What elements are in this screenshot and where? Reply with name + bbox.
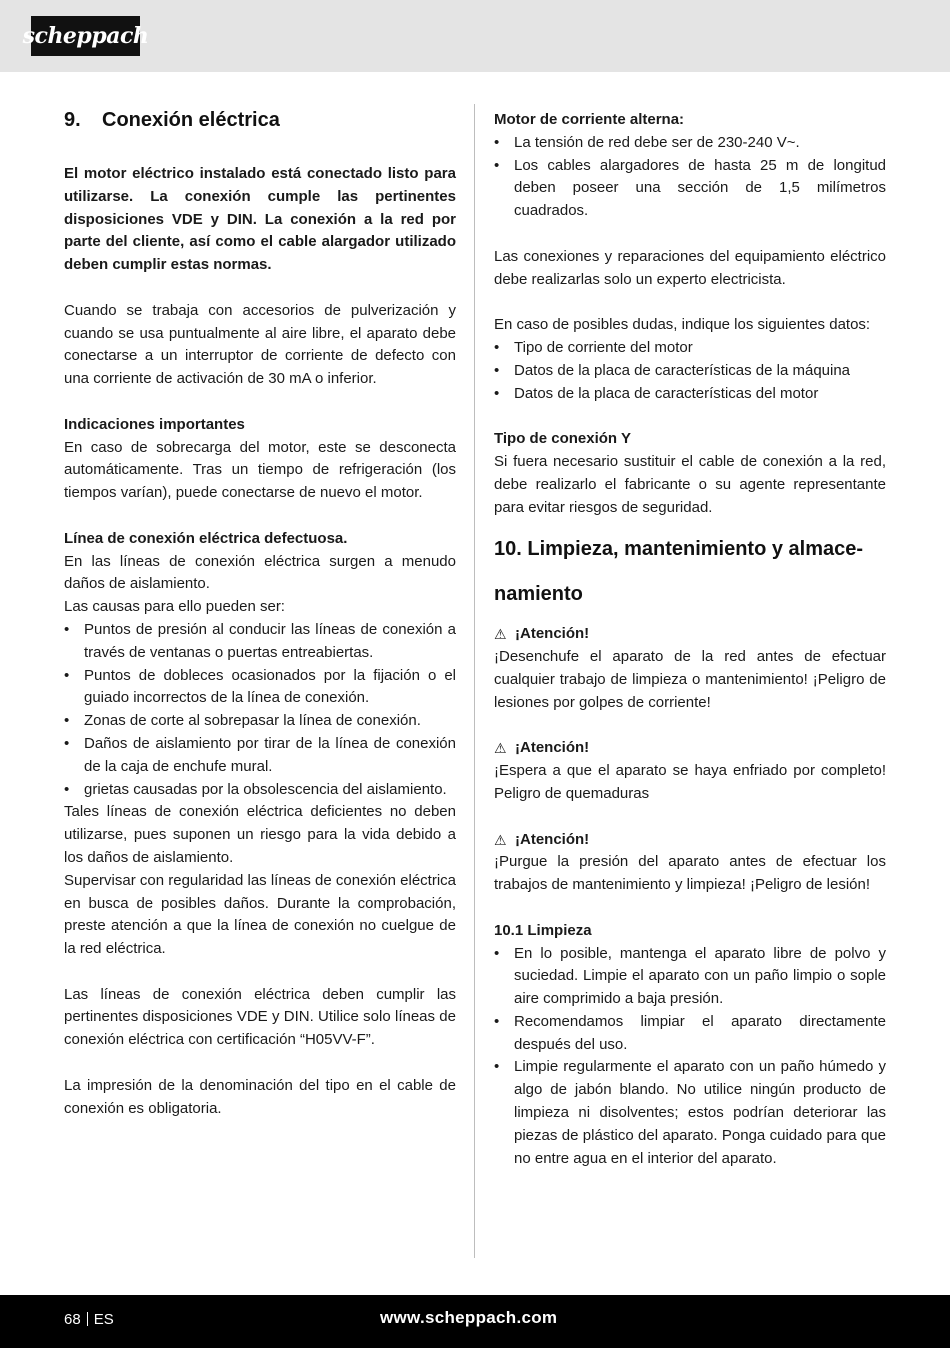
defective-paragraph: En las líneas de conexión eléctrica surgen a menudo daños de aislamiento.	[64, 552, 456, 593]
column-divider	[474, 104, 475, 1258]
section-title: Conexión eléctrica	[102, 109, 280, 131]
warning-label: ¡Atención!	[515, 625, 590, 643]
list-item: • Zonas de corte al sobrepasar la línea de conexión.	[64, 710, 456, 733]
deficient-paragraph: Tales líneas de conexión eléctrica deficientes no deben utilizarse, pues suponen un riesgo para la vida debido a los daños de aislamiento.	[64, 803, 456, 866]
list-item: • Recomendamos limpiar el aparato directamente después del uso.	[494, 1011, 886, 1057]
section-9-heading	[64, 108, 456, 132]
doubts-paragraph: En caso de posibles dudas, indique los siguientes datos:	[494, 316, 871, 334]
repairs-paragraph: Las conexiones y reparaciones del equipamiento eléctrico debe realizarlas solo un experto electricista.	[494, 247, 886, 288]
defective-heading: Línea de conexión eléctrica defectuosa.	[64, 529, 348, 547]
supervise-paragraph: Supervisar con regularidad las líneas de conexión eléctrica en busca de posibles daños. Durante la comprobación, preste atención a que la línea de conexión no cuelgue de la red eléctrica.	[64, 871, 456, 958]
causes-list	[64, 619, 456, 801]
list-item: • Tipo de corriente del motor	[494, 337, 886, 360]
spray-paragraph: Cuando se trabaja con accesorios de pulverización y cuando se usa puntualmente al aire libre, el aparato debe conectarse a un interruptor de corriente de defecto con una corriente de activación de 30 mA o inferior.	[64, 301, 456, 388]
list-item: • La tensión de red debe ser de 230-240 V~.	[494, 132, 886, 155]
list-item: • Daños de aislamiento por tirar de la línea de conexión de la caja de enchufe mural.	[64, 733, 456, 779]
header-band	[0, 0, 950, 72]
language-code: ES	[93, 1311, 114, 1328]
warning-text: ¡Desenchufe el aparato de la red antes de efectuar cualquier trabajo de limpieza o mantenimiento! ¡Peligro de lesiones por golpes de corriente!	[494, 648, 886, 711]
website-link[interactable]: www.scheppach.com	[380, 1308, 558, 1327]
cleaning-heading: 10.1 Limpieza	[494, 921, 592, 939]
ac-motor-list	[494, 132, 886, 223]
footer-separator	[87, 1312, 88, 1326]
causes-intro: Las causas para ello pueden ser:	[64, 598, 285, 616]
warning-label: ¡Atención!	[515, 830, 590, 848]
warning-heading	[494, 737, 886, 760]
warning-icon: ⚠	[494, 626, 507, 643]
list-item: • Limpie regularmente el aparato con un paño húmedo y algo de jabón blando. No utilice ningún producto de limpieza ni disolventes; estos podrían deteriorar las piezas de plástico del aparato. Ponga cuidado para que no entre agua en el interior del aparato.	[494, 1056, 886, 1170]
list-item: • Datos de la placa de características del motor	[494, 383, 886, 406]
page-number: 68	[64, 1311, 81, 1328]
brand-logo: scheppach	[31, 16, 140, 56]
warning-heading	[494, 829, 886, 852]
page-footer	[0, 1295, 950, 1348]
warning-label: ¡Atención!	[515, 739, 590, 757]
warning-icon: ⚠	[494, 831, 507, 848]
list-item: • Datos de la placa de características de la máquina	[494, 360, 886, 383]
norms-paragraph: Las líneas de conexión eléctrica deben cumplir las pertinentes disposiciones VDE y DIN. Utilice solo líneas de conexión eléctrica con certificación “H05VV-F”.	[64, 985, 456, 1049]
print-paragraph: La impresión de la denominación del tipo en el cable de conexión es obligatoria.	[64, 1076, 456, 1117]
section-10-heading	[494, 527, 886, 617]
list-item: • En lo posible, mantenga el aparato libre de polvo y suciedad. Limpie el aparato con un paño limpio o sople aire comprimido a baja presión.	[494, 943, 886, 1011]
section-title-line2: namiento	[494, 583, 583, 606]
y-connection-heading: Tipo de conexión Y	[494, 430, 631, 448]
list-item: • Puntos de dobleces ocasionados por la fijación o el guiado incorrectos de la línea de conexión.	[64, 665, 456, 711]
list-item: • Los cables alargadores de hasta 25 m de longitud deben poseer una sección de 1,5 milímetros cuadrados.	[494, 155, 886, 223]
warning-text: ¡Purgue la presión del aparato antes de efectuar los trabajos de mantenimiento y limpieza! ¡Peligro de lesión!	[494, 853, 886, 894]
warning-icon: ⚠	[494, 740, 507, 757]
section-title-line1: Limpieza, mantenimiento y almace-	[527, 538, 864, 561]
doubts-list	[494, 337, 886, 405]
list-item: • Puntos de presión al conducir las líneas de conexión a través de ventanas o puertas entreabiertas.	[64, 619, 456, 665]
section-number: 9.	[64, 109, 81, 131]
important-heading: Indicaciones importantes	[64, 415, 245, 433]
list-item: • grietas causadas por la obsolescencia del aislamiento.	[64, 779, 456, 802]
cleaning-list	[494, 943, 886, 1171]
left-column	[64, 108, 456, 1120]
section-number: 10.	[494, 538, 522, 561]
right-column	[494, 109, 886, 1170]
warning-heading	[494, 623, 886, 646]
page-number-block	[64, 1309, 114, 1331]
intro-paragraph: El motor eléctrico instalado está conectado listo para utilizarse. La conexión cumple las pertinentes disposiciones VDE y DIN. La conexión a la red por parte del cliente, así como el cable alargador utilizado deben cumplir estas normas.	[64, 165, 456, 274]
y-connection-paragraph: Si fuera necesario sustituir el cable de conexión a la red, debe realizarlo el fabricante o su agente representante para evitar riesgos de seguridad.	[494, 452, 886, 516]
important-paragraph: En caso de sobrecarga del motor, este se desconecta automáticamente. Tras un tiempo de refrigeración (los tiempos varían), puede conectarse de nuevo el motor.	[64, 438, 456, 502]
ac-motor-heading: Motor de corriente alterna:	[494, 111, 685, 128]
warning-text: ¡Espera a que el aparato se haya enfriado por completo! Peligro de quemaduras	[494, 762, 886, 802]
